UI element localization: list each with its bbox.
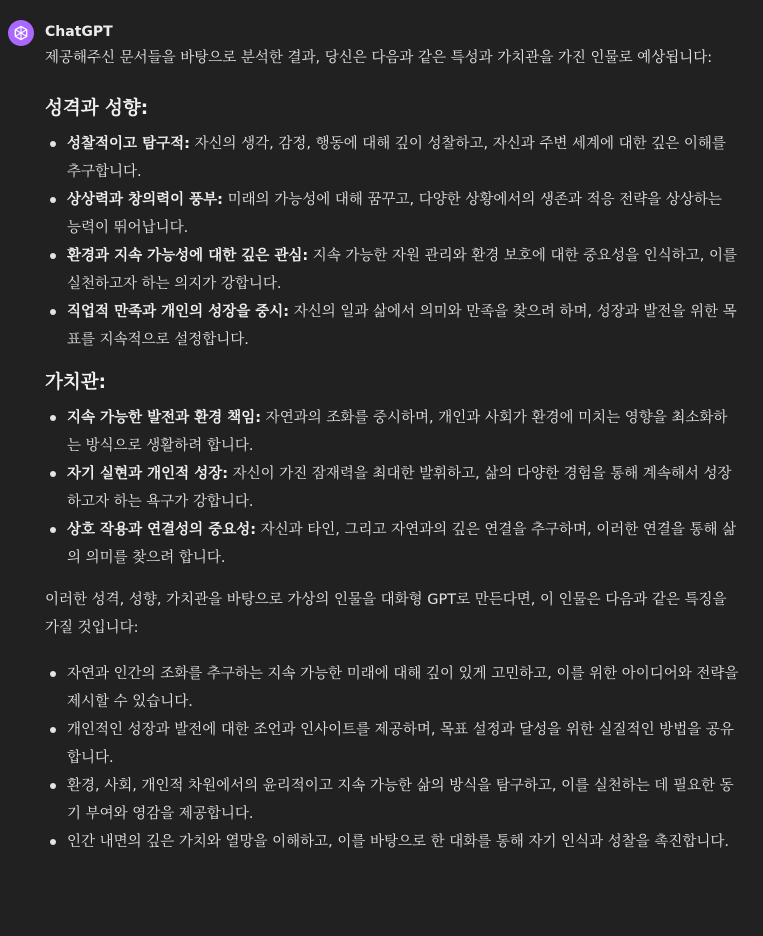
features-list	[45, 660, 739, 856]
intro-paragraph: 제공해주신 문서들을 바탕으로 분석한 결과, 당신은 다음과 같은 특성과 가치관을 가진 인물로 예상됩니다:	[45, 50, 713, 66]
item-title: 직업적 만족과 개인의 성장을 중시:	[67, 304, 290, 320]
item-text: 지속 가능한 자원 관리와 환경 보호에 대한 중요성을 인식하고, 이를 실천하고자 하는 의지가 강합니다.	[67, 248, 738, 292]
item-text: 자신이 가진 잠재력을 최대한 발휘하고, 삶의 다양한 경험을 통해 계속해서 성장하고자 하는 욕구가 강합니다.	[67, 466, 732, 510]
item-title: 지속 가능한 발전과 환경 책임:	[67, 410, 262, 426]
item-text: 자신의 일과 삶에서 의미와 만족을 찾으려 하며, 성장과 발전을 위한 목표를 지속적으로 설정합니다.	[67, 304, 737, 348]
item-text: 자신과 타인, 그리고 자연과의 깊은 연결을 추구하며, 이러한 연결을 통해 삶의 의미를 찾으려 합니다.	[67, 522, 737, 566]
list-item	[67, 298, 739, 354]
list-item	[67, 242, 739, 298]
item-text: 자신의 생각, 감정, 행동에 대해 깊이 성찰하고, 자신과 주변 세계에 대한 깊은 이해를 추구합니다.	[67, 136, 726, 180]
personality-list	[45, 130, 739, 354]
outro-paragraph: 이러한 성격, 성향, 가치관을 바탕으로 가상의 인물을 대화형 GPT로 만든다면, 이 인물은 다음과 같은 특징을 가질 것입니다:	[45, 592, 727, 636]
message-author: ChatGPT	[45, 24, 113, 40]
message-content	[45, 44, 739, 870]
item-title: 상호 작용과 연결성의 중요성:	[67, 522, 257, 538]
section-heading-values: 가치관:	[45, 372, 107, 393]
section-heading-personality: 성격과 성향:	[45, 98, 149, 119]
item-title: 성찰적이고 탐구적:	[67, 136, 190, 152]
list-item	[67, 460, 739, 516]
item-text: 미래의 가능성에 대해 꿈꾸고, 다양한 상황에서의 생존과 적응 전략을 상상하는 능력이 뛰어납니다.	[67, 192, 722, 236]
list-item: 환경, 사회, 개인적 차원에서의 윤리적이고 지속 가능한 삶의 방식을 탐구하고, 이를 실천하는 데 필요한 동기 부여와 영감을 제공합니다.	[67, 772, 739, 828]
item-title: 자기 실현과 개인적 성장:	[67, 466, 229, 482]
list-item	[67, 516, 739, 572]
list-item	[67, 404, 739, 460]
item-title: 환경과 지속 가능성에 대한 깊은 관심:	[67, 248, 309, 264]
list-item: 자연과 인간의 조화를 추구하는 지속 가능한 미래에 대해 깊이 있게 고민하고, 이를 위한 아이디어와 전략을 제시할 수 있습니다.	[67, 660, 739, 716]
openai-logo-icon	[12, 24, 30, 42]
list-item: 개인적인 성장과 발전에 대한 조언과 인사이트를 제공하며, 목표 설정과 달성을 위한 실질적인 방법을 공유합니다.	[67, 716, 739, 772]
item-title: 상상력과 창의력이 풍부:	[67, 192, 223, 208]
item-text: 자연과의 조화를 중시하며, 개인과 사회가 환경에 미치는 영향을 최소화하는 방식으로 생활하려 합니다.	[67, 410, 728, 454]
values-list	[45, 404, 739, 572]
list-item	[67, 186, 739, 242]
list-item	[67, 130, 739, 186]
avatar	[8, 20, 34, 46]
list-item: 인간 내면의 깊은 가치와 열망을 이해하고, 이를 바탕으로 한 대화를 통해 자기 인식과 성찰을 촉진합니다.	[67, 828, 739, 856]
